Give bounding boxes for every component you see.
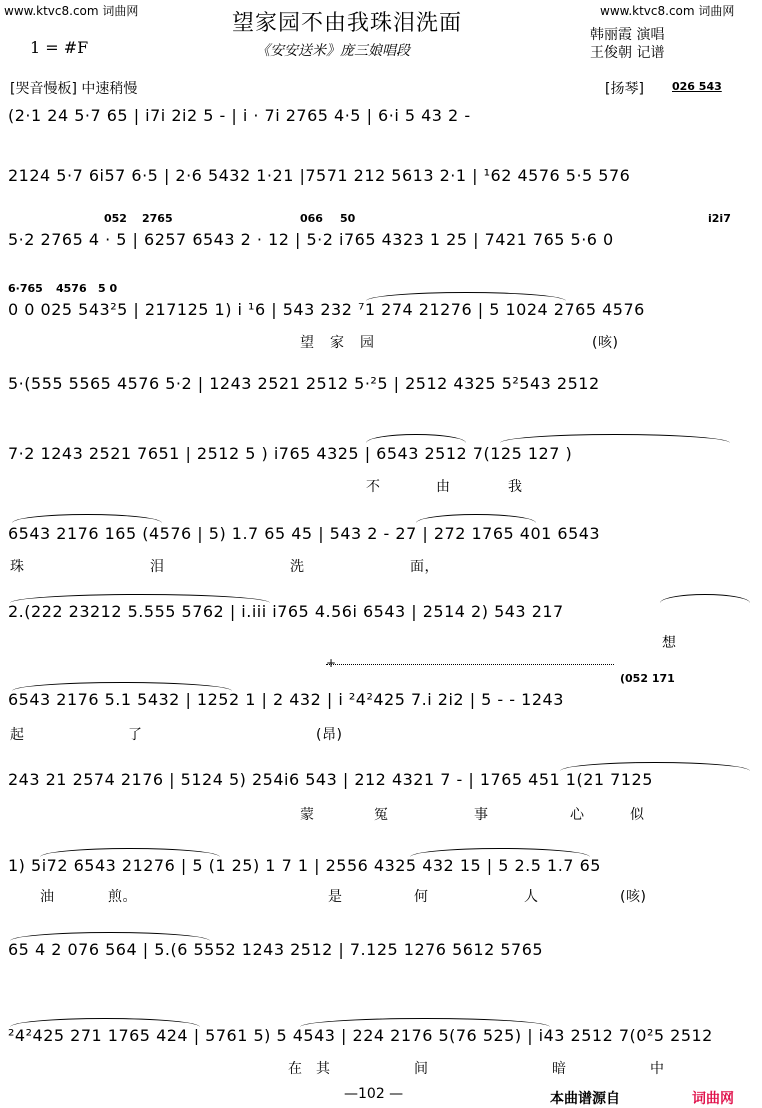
score-row-7: 6543 2176 165 (4576 | 5) 1.7 65 45 | 543 2 - 27 | 272 1765 401 6543 bbox=[8, 524, 601, 543]
score-row-4: 0 0 025 543²5 | 217125 1) i ¹6 | 543 232 ⁷1 274 21276 | 5 1024 2765 4576 bbox=[8, 300, 645, 319]
lyric: 不 bbox=[366, 479, 381, 495]
slur bbox=[12, 514, 162, 523]
plus-marker: + bbox=[326, 656, 337, 670]
lyric: 是 bbox=[328, 889, 343, 905]
small-notes-1: 052 bbox=[104, 212, 127, 225]
lyric: 珠 bbox=[10, 559, 25, 575]
lyric: 面， bbox=[410, 559, 439, 575]
slur bbox=[366, 292, 566, 301]
instrument-notes: 026 543 bbox=[672, 80, 722, 93]
page-number: —102 — bbox=[344, 1086, 404, 1102]
transcriber-credit: 王俊朝 记谱 bbox=[590, 45, 665, 61]
slur bbox=[10, 932, 210, 941]
slur bbox=[500, 434, 730, 443]
singer-credit: 韩丽霞 演唱 bbox=[590, 27, 665, 43]
lyric: 冤 bbox=[374, 807, 389, 823]
slur bbox=[660, 594, 750, 603]
lyric: (咳) bbox=[592, 335, 619, 351]
score-row-13: ²4²425 271 1765 424 | 5761 5) 5 4543 | 224 2176 5(76 525) | i43 2512 7(0²5 2512 bbox=[8, 1026, 713, 1045]
slur bbox=[416, 514, 536, 523]
lyric: 在 bbox=[288, 1061, 303, 1077]
slur bbox=[366, 434, 466, 443]
slur bbox=[10, 594, 270, 603]
lyric: 间 bbox=[414, 1061, 429, 1077]
instrument-marker: [扬琴] bbox=[605, 81, 644, 97]
lyric: 起 bbox=[10, 727, 25, 743]
lyric: (咳) bbox=[620, 889, 647, 905]
slur bbox=[560, 762, 750, 771]
lyric: 蒙 bbox=[300, 807, 315, 823]
lyric: 想 bbox=[662, 635, 677, 651]
lyric: 园 bbox=[360, 335, 375, 351]
score-row-2: 2124 5·7 6i57 6·5 | 2·6 5432 1·21 |7571 212 5613 2·1 | ¹62 4576 5·5 576 bbox=[8, 166, 631, 185]
lyric: 了 bbox=[128, 727, 143, 743]
small-notes-3: 066 bbox=[300, 212, 323, 225]
lyric: 其 bbox=[316, 1061, 331, 1077]
lyric: 油 bbox=[40, 889, 55, 905]
site-url-right[interactable]: www.ktvc8.com 词曲网 bbox=[600, 4, 735, 18]
lyric: 人 bbox=[524, 889, 539, 905]
small-notes-9: (052 171 bbox=[620, 672, 675, 685]
score-row-1: (2·1 24 5·7 65 | i7i 2i2 5 - | i · 7i 2765 4·5 | 6·i 5 43 2 - bbox=[8, 106, 471, 125]
slur bbox=[300, 1018, 550, 1027]
lyric: 心 bbox=[570, 807, 585, 823]
score-row-11: 1) 5i72 6543 21276 | 5 (1 25) 1 7 1 | 2556 4325 432 15 | 5 2.5 1.7 65 bbox=[8, 856, 601, 875]
lyric: 似 bbox=[630, 807, 645, 823]
score-row-10: 243 21 2574 2176 | 5124 5) 254i6 543 | 212 4321 7 - | 1765 451 1(21 7125 bbox=[8, 770, 653, 789]
song-subtitle: 《安安送米》庞三娘唱段 bbox=[256, 43, 410, 59]
slur bbox=[410, 848, 590, 857]
lyric: 洗 bbox=[290, 559, 305, 575]
brand-link[interactable]: 词曲网 bbox=[692, 1091, 734, 1107]
dotted-line bbox=[326, 664, 614, 665]
lyric: 家 bbox=[330, 335, 345, 351]
lyric: (昂) bbox=[316, 727, 343, 743]
source-text: 本曲谱源自 bbox=[550, 1091, 620, 1107]
lyric: 我 bbox=[508, 479, 523, 495]
lyric: 何 bbox=[414, 889, 429, 905]
small-notes-5: i2i7 bbox=[708, 212, 731, 225]
slur bbox=[10, 1018, 200, 1027]
score-row-3: 5·2 2765 4 · 5 | 6257 6543 2 · 12 | 5·2 i765 4323 1 25 | 7421 765 5·6 0 bbox=[8, 230, 614, 249]
tempo-marker: [哭音慢板] 中速稍慢 bbox=[10, 81, 138, 97]
small-notes-4: 50 bbox=[340, 212, 356, 225]
key-signature: 1 = #F bbox=[30, 38, 89, 57]
small-notes-6: 6·765 bbox=[8, 282, 43, 295]
lyric: 泪 bbox=[150, 559, 165, 575]
lyric: 中 bbox=[650, 1061, 665, 1077]
small-notes-8: 5 0 bbox=[98, 282, 118, 295]
lyric: 煎。 bbox=[108, 889, 137, 905]
lyric: 望 bbox=[300, 335, 315, 351]
lyric: 暗 bbox=[552, 1061, 567, 1077]
small-notes-7: 4576 bbox=[56, 282, 87, 295]
score-row-8: 2.(222 23212 5.555 5762 | i.iii i765 4.56i 6543 | 2514 2) 543 217 bbox=[8, 602, 564, 621]
score-row-12: 65 4 2 076 564 | 5.(6 5552 1243 2512 | 7.125 1276 5612 5765 bbox=[8, 940, 544, 959]
song-title: 望家园不由我珠泪洗面 bbox=[232, 11, 463, 36]
lyric: 由 bbox=[436, 479, 451, 495]
slur bbox=[12, 682, 232, 691]
score-row-6: 7·2 1243 2521 7651 | 2512 5 ) i765 4325 | 6543 2512 7(125 127 ) bbox=[8, 444, 573, 463]
score-row-5: 5·(555 5565 4576 5·2 | 1243 2521 2512 5·²5 | 2512 4325 5²543 2512 bbox=[8, 374, 600, 393]
slur bbox=[40, 848, 220, 857]
score-row-9: 6543 2176 5.1 5432 | 1252 1 | 2 432 | i ²4²425 7.i 2i2 | 5 - - 1243 bbox=[8, 690, 564, 709]
small-notes-2: 2765 bbox=[142, 212, 173, 225]
lyric: 事 bbox=[474, 807, 489, 823]
site-url-left[interactable]: www.ktvc8.com 词曲网 bbox=[4, 4, 139, 18]
